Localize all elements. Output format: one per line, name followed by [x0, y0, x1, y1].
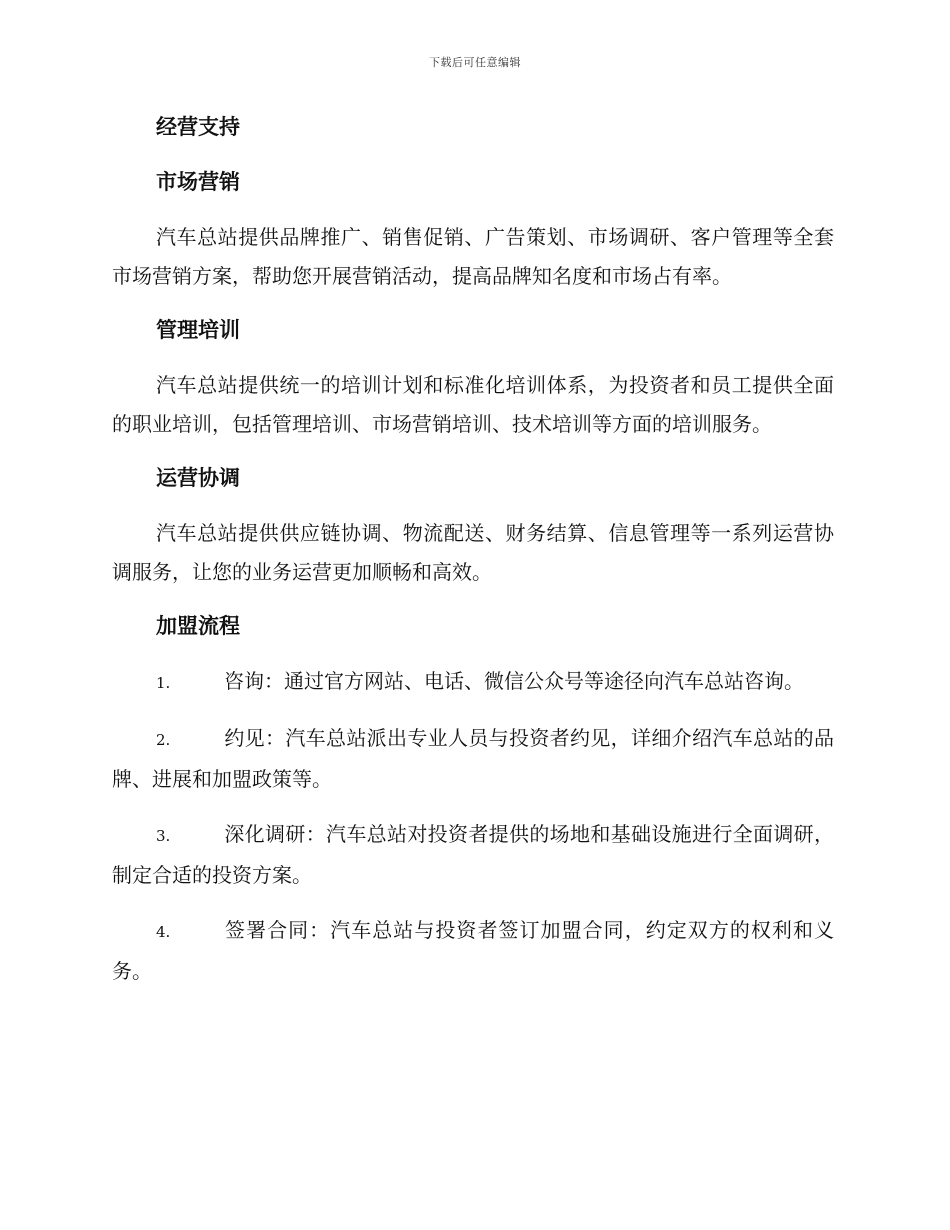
- step-number: 3.: [156, 827, 171, 845]
- step-number: 1.: [156, 674, 171, 692]
- heading-training: 管理培训: [156, 318, 240, 342]
- process-step: [112, 719, 834, 799]
- process-step: [112, 662, 834, 703]
- paragraph-training: 汽车总站提供统一的培训计划和标准化培训体系，为投资者和员工提供全面的职业培训，包括管理培训、市场营销培训、技术培训等方面的培训服务。: [112, 373, 834, 436]
- paragraph-marketing: 汽车总站提供品牌推广、销售促销、广告策划、市场调研、客户管理等全套市场营销方案，帮助您开展营销活动，提高品牌知名度和市场占有率。: [112, 225, 834, 288]
- process-step: [112, 911, 834, 991]
- heading-marketing: 市场营销: [156, 170, 240, 194]
- section-title: 经营支持: [156, 115, 240, 139]
- step-number: 2.: [156, 731, 171, 749]
- step-number: 4.: [156, 923, 171, 941]
- page-header: 下载后可任意编辑: [429, 56, 521, 69]
- heading-process: 加盟流程: [156, 614, 240, 638]
- step-text: 约见：汽车总站派出专业人员与投资者约见，详细介绍汽车总站的品牌、进展和加盟政策等。: [112, 726, 834, 791]
- heading-operations: 运营协调: [156, 466, 240, 490]
- step-text: 深化调研：汽车总站对投资者提供的场地和基础设施进行全面调研，制定合适的投资方案。: [112, 822, 834, 887]
- process-step: [112, 815, 834, 895]
- document-body: [112, 108, 834, 991]
- step-text: 咨询：通过官方网站、电话、微信公众号等途径向汽车总站咨询。: [224, 669, 804, 693]
- step-text: 签署合同：汽车总站与投资者签订加盟合同，约定双方的权利和义务。: [112, 918, 834, 983]
- paragraph-operations: 汽车总站提供供应链协调、物流配送、财务结算、信息管理等一系列运营协调服务，让您的业务运营更加顺畅和高效。: [112, 521, 834, 584]
